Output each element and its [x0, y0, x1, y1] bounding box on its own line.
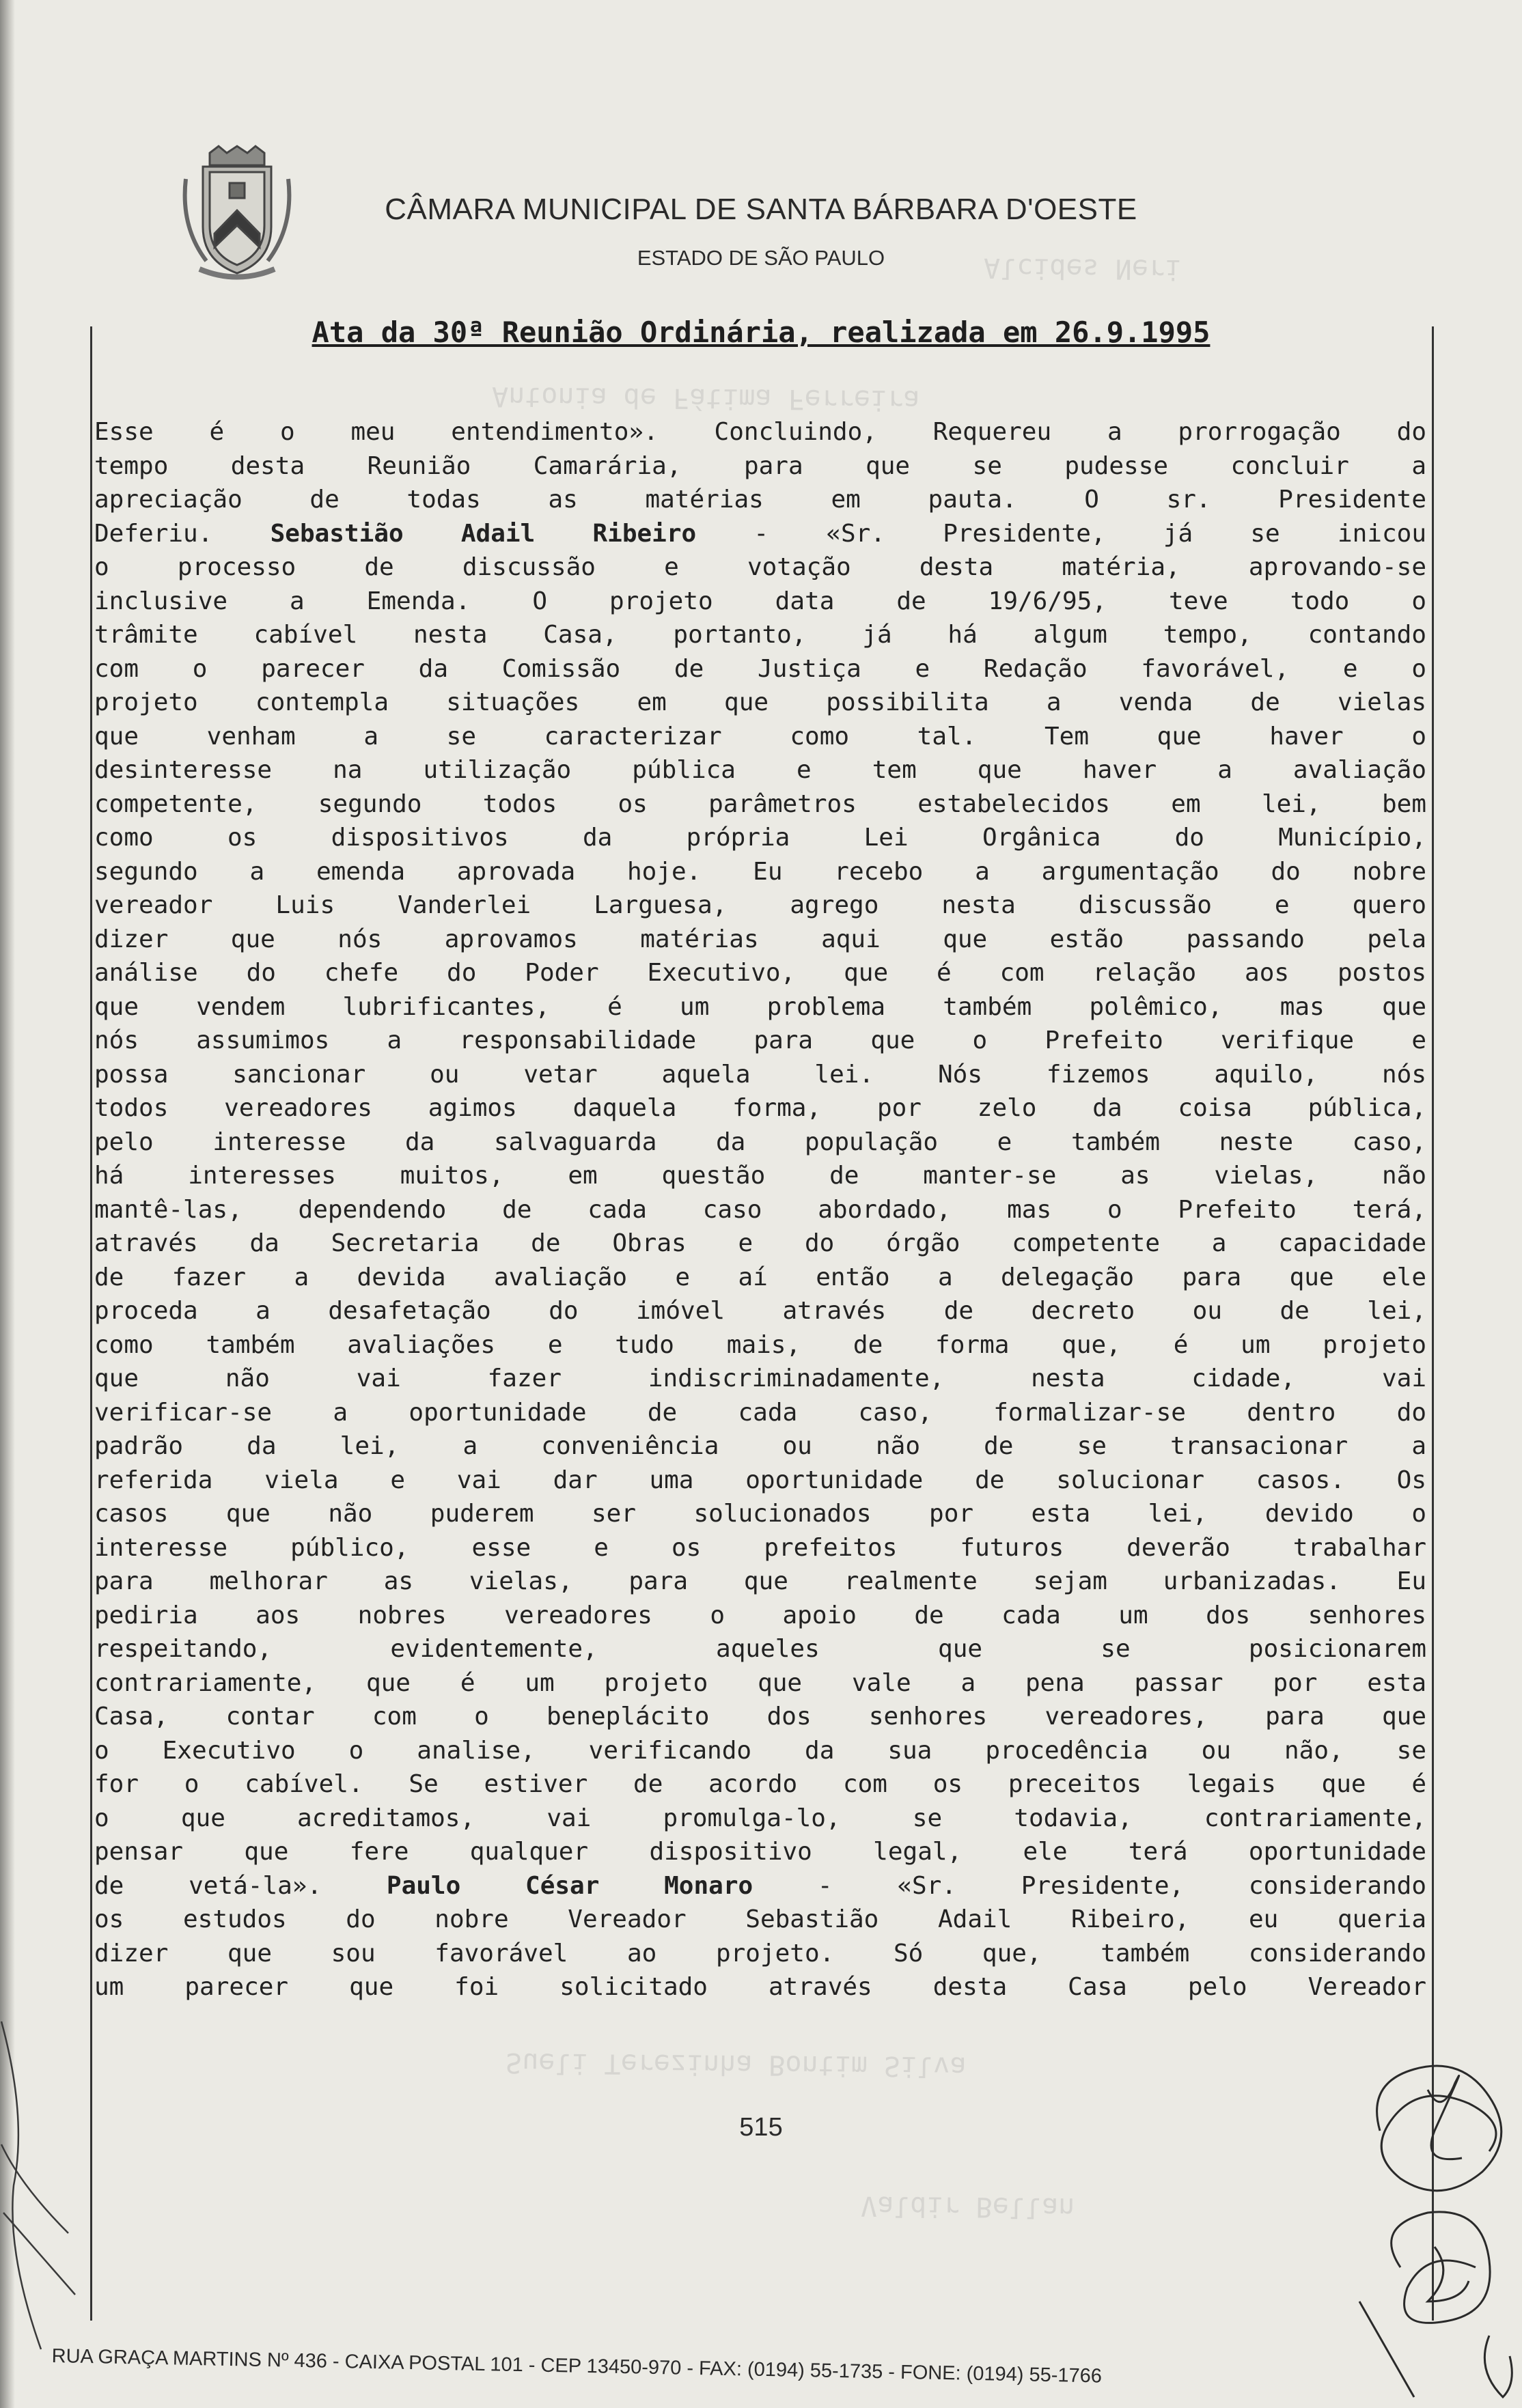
line-text: referida viela e vai dar uma oportunidade de solucionar casos. Os — [94, 1466, 1426, 1494]
body-line — [94, 753, 1426, 787]
body-line — [94, 855, 1426, 889]
body-line — [94, 1599, 1426, 1633]
body-line — [94, 1937, 1426, 1971]
body-line — [94, 415, 1426, 449]
line-text: com o parecer da Comissão de Justiça e Redação favorável, e o — [94, 654, 1426, 683]
body-line — [94, 449, 1426, 484]
body-line — [94, 1734, 1426, 1768]
line-text: dizer que sou favorável ao projeto. Só que, também considerando — [94, 1939, 1426, 1968]
body-line — [94, 1464, 1426, 1498]
line-text: pensar que fere qualquer dispositivo legal, ele terá oportunidade — [94, 1838, 1426, 1866]
body-line — [94, 1193, 1426, 1227]
right-margin-rule — [1432, 326, 1434, 2321]
line-text: os estudos do nobre Vereador Sebastião Adail Ribeiro, eu queria — [94, 1905, 1426, 1933]
body-line — [94, 821, 1426, 855]
body-line — [94, 1666, 1426, 1700]
line-text: - «Sr. Presidente, considerando — [753, 1871, 1426, 1900]
line-text: que não vai fazer indiscriminadamente, nesta cidade, vai — [94, 1364, 1426, 1392]
line-text: projeto contempla situações em que possibilita a venda de vielas — [94, 688, 1426, 716]
line-text: desinteresse na utilização pública e tem que haver a avaliação — [94, 756, 1426, 784]
line-text: segundo a emenda aprovada hoje. Eu recebo a argumentação do nobre — [94, 857, 1426, 886]
body-line — [94, 1429, 1426, 1464]
body-line — [94, 483, 1426, 517]
body-line — [94, 888, 1426, 923]
speaker-name: Sebastião Adail Ribeiro — [270, 519, 697, 548]
body-line — [94, 1970, 1426, 2004]
line-text: inclusive a Emenda. O projeto data de 19/6/95, teve todo o — [94, 587, 1426, 615]
line-text: tempo desta Reunião Camarária, para que se pudesse concluir a — [94, 451, 1426, 480]
address-footer: RUA GRAÇA MARTINS Nº 436 - CAIXA POSTAL 101 - CEP 13450-970 - FAX: (0194) 55-1735 - FONE: (0194) 55-1766 — [51, 2345, 1103, 2388]
line-text: padrão da lei, a conveniência ou não de se transacionar a — [94, 1432, 1426, 1460]
body-line — [94, 923, 1426, 957]
body-line — [94, 1024, 1426, 1058]
bleed-through-text: Antonia de Fátima Ferreira — [491, 380, 920, 416]
body-line — [94, 1091, 1426, 1125]
body-line — [94, 1802, 1426, 1836]
line-text: há interesses muitos, em questão de manter-se as vielas, não — [94, 1162, 1426, 1190]
body-line — [94, 517, 1426, 551]
line-text: trâmite cabível nesta Casa, portanto, já há algum tempo, contando — [94, 621, 1426, 649]
line-text: como também avaliações e tudo mais, de forma que, é um projeto — [94, 1330, 1426, 1359]
line-text: apreciação de todas as matérias em pauta. O sr. Presidente — [94, 486, 1426, 514]
body-line — [94, 1396, 1426, 1430]
body-line — [94, 1767, 1426, 1802]
body-line — [94, 550, 1426, 585]
line-text: o que acreditamos, vai promulga-lo, se todavia, contrariamente, — [94, 1804, 1426, 1832]
body-line — [94, 1125, 1426, 1160]
body-line — [94, 1869, 1426, 1903]
institution-name: CÂMARA MUNICIPAL DE SANTA BÁRBARA D'OESTE — [385, 193, 1137, 226]
speaker-name: Paulo César Monaro — [386, 1871, 753, 1900]
body-line — [94, 618, 1426, 652]
page-number: 515 — [739, 2113, 783, 2142]
line-text: possa sancionar ou vetar aquela lei. Nós fizemos aquilo, nós — [94, 1060, 1426, 1089]
body-line — [94, 1058, 1426, 1092]
line-text: o Executivo o analise, verificando da sua procedência ou não, se — [94, 1736, 1426, 1765]
line-text: dizer que nós aprovamos matérias aqui que estão passando pela — [94, 925, 1426, 953]
line-text: um parecer que foi solicitado através desta Casa pelo Vereador — [94, 1973, 1426, 2001]
line-text: que vendem lubrificantes, é um problema também polêmico, mas que — [94, 992, 1426, 1021]
body-line — [94, 686, 1426, 720]
minutes-body — [94, 415, 1426, 2004]
body-line — [94, 1227, 1426, 1261]
line-text: pediria aos nobres vereadores o apoio de cada um dos senhores — [94, 1601, 1426, 1629]
handwritten-signature — [1353, 2042, 1522, 2408]
body-line — [94, 956, 1426, 990]
bleed-through-text: Alcides Neri — [983, 251, 1182, 285]
line-text: para melhorar as vielas, para que realmente sejam urbanizadas. Eu — [94, 1567, 1426, 1595]
line-text: proceda a desafetação do imóvel através de decreto ou de lei, — [94, 1297, 1426, 1325]
line-text: vereador Luis Vanderlei Larguesa, agrego nesta discussão e quero — [94, 891, 1426, 919]
body-line — [94, 787, 1426, 822]
line-text: contrariamente, que é um projeto que vale a pena passar por esta — [94, 1668, 1426, 1697]
line-text: verificar-se a oportunidade de cada caso, formalizar-se dentro do — [94, 1398, 1426, 1427]
body-line — [94, 1835, 1426, 1869]
line-text: pelo interesse da salvaguarda da população e também neste caso, — [94, 1128, 1426, 1156]
body-line — [94, 1531, 1426, 1565]
bleed-through-text: Sueli Terezinha Bontim Silva — [505, 2047, 967, 2082]
body-line — [94, 1632, 1426, 1666]
body-line — [94, 1294, 1426, 1328]
line-text: Esse é o meu entendimento». Concluindo, Requereu a prorrogação do — [94, 418, 1426, 446]
minutes-title: Ata da 30ª Reunião Ordinária, realizada em 26.9.1995 — [312, 316, 1210, 349]
line-text: análise do chefe do Poder Executivo, que é com relação aos postos — [94, 959, 1426, 987]
line-text: através da Secretaria de Obras e do órgão competente a capacidade — [94, 1229, 1426, 1257]
body-line — [94, 720, 1426, 754]
body-line — [94, 1497, 1426, 1531]
line-text: nós assumimos a responsabilidade para que o Prefeito verifique e — [94, 1026, 1426, 1054]
institution-state: ESTADO DE SÃO PAULO — [637, 246, 885, 270]
body-line — [94, 585, 1426, 619]
left-margin-rule — [90, 326, 92, 2321]
body-line — [94, 1261, 1426, 1295]
line-text: - «Sr. Presidente, já se inicou — [696, 519, 1426, 548]
line-text: Deferiu. — [94, 519, 271, 548]
line-text: Casa, contar com o beneplácito dos senhores vereadores, para que — [94, 1703, 1426, 1731]
body-line — [94, 1159, 1426, 1193]
line-text: interesse público, esse e os prefeitos futuros deverão trabalhar — [94, 1533, 1426, 1562]
line-text: que venham a se caracterizar como tal. Tem que haver o — [94, 722, 1426, 751]
margin-scribble — [0, 2008, 82, 2363]
body-line — [94, 652, 1426, 686]
line-text: de fazer a devida avaliação e aí então a delegação para que ele — [94, 1263, 1426, 1291]
line-text: o processo de discussão e votação desta matéria, aprovando-se — [94, 553, 1426, 581]
line-text: for o cabível. Se estiver de acordo com os preceitos legais que é — [94, 1770, 1426, 1798]
line-text: respeitando, evidentemente, aqueles que se posicionarem — [94, 1635, 1426, 1663]
body-line — [94, 1700, 1426, 1734]
body-line — [94, 1362, 1426, 1396]
body-line — [94, 1328, 1426, 1362]
line-text: casos que não puderem ser solucionados por esta lei, devido o — [94, 1500, 1426, 1528]
line-text: de vetá-la». — [94, 1871, 387, 1900]
line-text: todos vereadores agimos daquela forma, por zelo da coisa pública, — [94, 1094, 1426, 1122]
line-text: competente, segundo todos os parâmetros estabelecidos em lei, bem — [94, 789, 1426, 818]
body-line — [94, 1903, 1426, 1937]
line-text: como os dispositivos da própria Lei Orgânica do Município, — [94, 824, 1426, 852]
body-line — [94, 1565, 1426, 1599]
body-line — [94, 990, 1426, 1024]
line-text: mantê-las, dependendo de cada caso abordado, mas o Prefeito terá, — [94, 1195, 1426, 1224]
bleed-through-text: Valdir Bellan — [860, 2189, 1075, 2224]
